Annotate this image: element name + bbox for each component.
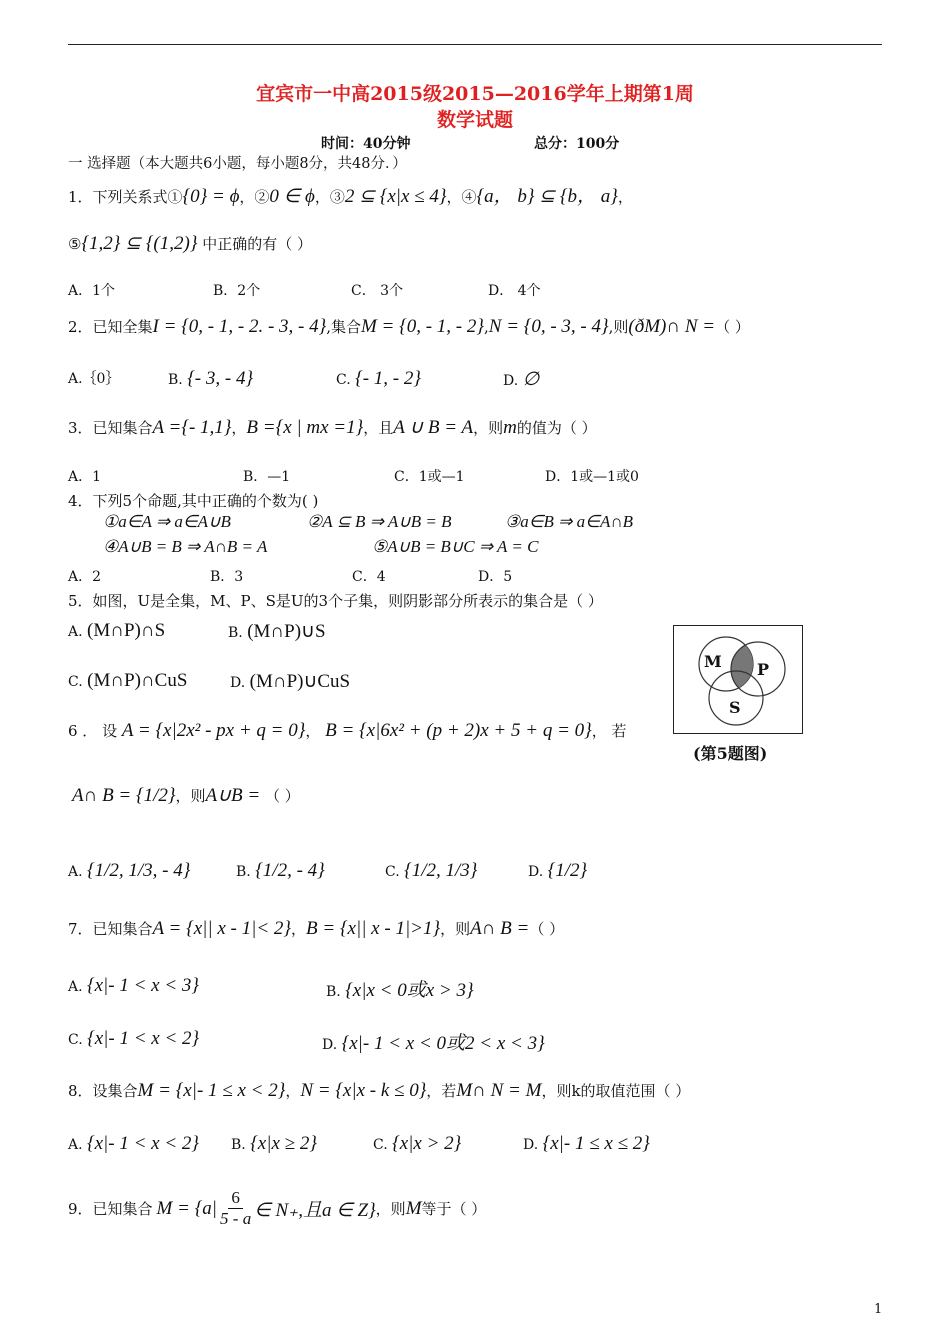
q4-item-1: ①a∈A ⇒ a∈A∪B [103,512,231,531]
q6-option-a-label: A. [68,864,83,880]
q1-option-c: C． 3个 [351,283,404,299]
q9-text-end: 等于（ ） [421,1200,487,1218]
q9-sep-1: ，则 [375,1200,406,1218]
q1-sep-3: ，③ [314,188,345,206]
q7-formula-result: A∩ B = [470,918,530,939]
q7-option-d-value: {x|- 1 < x < 0或2 < x < 3} [341,1033,545,1054]
q5-option-a-label: A. [68,624,83,640]
q1-circle-5: ⑤ [68,235,82,253]
q9-text: 9．已知集合 [68,1200,153,1218]
q3-text: 3．已知集合 [68,419,153,437]
q6-option-a [68,860,190,882]
q6-formula-intersection: A∩ B = {1/2} [72,785,176,806]
q2-option-b [168,368,253,390]
q4-item-4: ④A∪B = B ⇒ A∩B = A [103,537,268,556]
q2-formula-m: M = {0, - 1, - 2} [360,316,484,337]
q8-option-c [373,1133,461,1155]
q6-option-a-value: {1/2, 1/3, - 4} [87,860,191,881]
q7-option-b [326,975,474,1002]
q6-sep-3: ，则 [175,787,206,805]
q3-option-b: B．—1 [243,469,291,485]
q2-option-b-label: B. [168,372,183,388]
q9-denominator: 5 - a [220,1209,252,1228]
q6-option-b-label: B. [236,864,251,880]
q3-formula-union: A ∪ B = A [393,417,474,438]
q9-numerator: 6 [228,1188,243,1209]
exam-score: 总分：100分 [534,136,620,152]
q7-option-b-label: B. [326,984,341,1000]
q4-item-5: ⑤A∪B = B∪C ⇒ A = C [372,537,539,556]
q6-text: 6 ． 设 [68,722,118,740]
q5-option-b-value: (M∩P)∪S [247,621,326,642]
q7-option-a-label: A. [68,979,83,995]
q1-sep-2: ，② [239,188,270,206]
q5-option-b-label: B. [228,625,243,641]
q4-option-a: A．2 [68,569,102,585]
q6-stem-line2 [72,784,300,807]
q7-option-a [68,975,199,997]
q2-paren: （ ） [715,318,750,336]
q6-option-d [528,860,587,882]
q7-sep-1: ， [291,920,307,938]
q2-formula-i: I = {0, - 1, - 2. - 3, - 4} [152,316,327,337]
q6-sep-2: ， 若 [591,722,627,740]
q4-item-3: ③a∈B ⇒ a∈A∩B [505,512,634,531]
q6-option-d-label: D. [528,864,544,880]
q3-option-d: D．1或—1或0 [545,469,639,485]
q6-option-c [385,860,477,882]
q1-formula-1: {0} = ϕ [182,186,240,207]
venn-label-m: M [704,652,722,671]
q8-option-a-label: A. [68,1137,83,1153]
q8-option-b-label: B. [231,1137,246,1153]
q2-option-d [503,368,539,391]
q5-option-c-label: C. [68,674,83,690]
q8-option-d-value: {x|- 1 ≤ x ≤ 2} [542,1133,650,1154]
q7-sep-2: ，则 [440,920,471,938]
q8-option-a [68,1133,199,1155]
q7-stem [68,918,564,940]
q1-sep-4: ，④ [446,188,477,206]
q6-option-b-value: {1/2, - 4} [255,860,325,881]
q3-stem [68,416,597,439]
q5-option-c [68,670,187,692]
q8-option-c-label: C. [373,1137,388,1153]
q8-option-d-label: D. [523,1137,539,1153]
q3-formula-a: A ={- 1,1} [152,417,232,438]
q8-sep-1: ， [285,1082,301,1100]
q1-option-a: A．1个 [68,283,116,299]
header-rule [68,44,882,45]
q2-option-c-value: {- 1, - 2} [355,368,421,389]
venn-label-p: P [757,660,770,679]
q9-formula-pre: M = {a| [156,1197,218,1219]
q8-stem [68,1080,690,1102]
q2-option-d-value: ∅ [522,369,540,390]
q5-option-d-label: D. [230,675,246,691]
q6-sep-1: ， [305,722,321,740]
page-title: 宜宾市一中高2015级2015—2016学年上期第1周 [256,83,694,105]
q5-option-c-value: (M∩P)∩CuS [87,670,188,691]
q5-option-d-value: (M∩P)∪CuS [249,671,351,692]
venn-figure [673,625,803,734]
q2-text: 2．已知全集 [68,318,153,336]
q1-formula-2: 0 ∈ ϕ [269,186,315,207]
q3-option-c: C．1或—1 [394,469,465,485]
q8-formula-result: M∩ N = M [456,1080,542,1101]
q3-formula-b: B ={x | mx =1} [246,417,364,438]
q9-stem [68,1188,486,1229]
q7-option-d [322,1028,545,1055]
q4-stem: 4．下列5个命题,其中正确的个数为( ) [68,492,319,510]
exam-time: 时间：40分钟 [321,136,411,152]
q9-formula-post: ∈ N₊,且a ∈ Z} [254,1200,376,1221]
q7-formula-b: B = {x|| x - 1|>1} [306,918,441,939]
q4-option-b: B．3 [210,569,244,585]
section-heading: 一 选择题（本大题共6小题，每小题8分，共48分．） [68,156,407,172]
q6-formula-union: A∪B = [205,785,261,806]
q3-sep-2: ，且 [363,419,394,437]
q5-option-a [68,620,165,642]
q6-formula-b: B = {x|6x² + (p + 2)x + 5 + q = 0} [325,720,592,741]
q8-option-a-value: {x|- 1 < x < 2} [87,1133,200,1154]
q6-stem [68,720,627,742]
q1-formula-4: {a， b} ⊆ {b， a} [476,186,618,207]
q8-option-b [231,1133,317,1155]
q3-sep-1: ， [231,419,247,437]
q2-formula-result: (ðM)∩ N = [628,316,716,337]
q3-sep-3: ，则 [473,419,504,437]
q1-formula-5: {1,2} ⊆ {(1,2)} [81,233,198,254]
q7-option-c-label: C. [68,1032,83,1048]
q2-option-c-label: C. [336,372,351,388]
q9-formula-m: M [405,1197,422,1219]
q2-sep-2: , [483,318,489,336]
q5-stem: 5．如图，U是全集，M、P、S是U的3个子集，则阴影部分所表示的集合是（ ） [68,592,603,610]
q5-option-a-value: (M∩P)∩S [87,620,166,641]
q1-option-b: B．2个 [213,283,261,299]
q2-option-c [336,368,421,390]
q6-option-c-value: {1/2, 1/3} [404,860,478,881]
q5-option-b [228,620,326,643]
q2-option-b-value: {- 3, - 4} [187,368,254,389]
q4-option-d: D．5 [478,569,513,585]
q8-formula-m: M = {x|- 1 ≤ x < 2} [137,1080,286,1101]
q7-option-d-label: D. [322,1037,338,1053]
q2-sep-1: ,集合 [326,318,361,336]
q6-paren: （ ） [264,787,300,805]
q3-option-a: A．1 [68,469,102,485]
q1-stem [68,181,633,208]
q4-item-2: ②A ⊆ B ⇒ A∪B = B [307,512,452,531]
q2-stem [68,316,750,338]
q7-option-b-value: {x|x < 0或x > 3} [345,980,474,1001]
q2-option-a: A.｛0｝ [68,371,120,387]
q6-option-c-label: C. [385,864,400,880]
q1-formula-3: 2 ⊆ {x|x ≤ 4} [344,186,447,207]
q1-option-d: D． 4个 [488,283,541,299]
q7-option-c [68,1028,199,1050]
q8-text: 8．设集合 [68,1082,138,1100]
q8-sep-2: ，若 [426,1082,457,1100]
q2-formula-n: N = {0, - 3, - 4} [488,316,609,337]
q7-formula-a: A = {x|| x - 1|< 2} [152,918,292,939]
q1-text-end: 中正确的有（ ） [202,235,312,253]
q2-option-d-label: D. [503,373,519,389]
q7-paren: （ ） [529,920,565,938]
q6-option-b [236,860,325,882]
q1-stem-line2 [68,232,312,255]
q2-sep-3: ,则 [608,318,629,336]
q8-option-c-value: {x|x > 2} [392,1133,462,1154]
q6-formula-a: A = {x|2x² - px + q = 0} [121,720,306,741]
q8-formula-n: N = {x|x - k ≤ 0} [300,1080,427,1101]
venn-label-s: S [729,698,741,717]
q8-option-d [523,1133,650,1155]
q6-option-d-value: {1/2} [547,860,588,881]
q8-option-b-value: {x|x ≥ 2} [250,1133,317,1154]
q9-fraction [220,1188,251,1229]
q3-text-end: 的值为（ ） [516,419,597,437]
page-number: 1 [874,1302,883,1317]
q5-option-d [230,670,350,693]
q4-option-c: C．4 [352,569,386,585]
q7-option-a-value: {x|- 1 < x < 3} [87,975,200,996]
figure-caption: (第5题图) [693,744,768,763]
q8-text-end: ，则k的取值范围（ ） [541,1082,691,1100]
q1-sep-5: ， [617,188,633,206]
q7-option-c-value: {x|- 1 < x < 2} [87,1028,200,1049]
q3-formula-m: m [503,417,517,438]
page-subtitle: 数学试题 [436,109,513,131]
q7-text: 7．已知集合 [68,920,153,938]
q1-text: 1．下列关系式① [68,188,183,206]
